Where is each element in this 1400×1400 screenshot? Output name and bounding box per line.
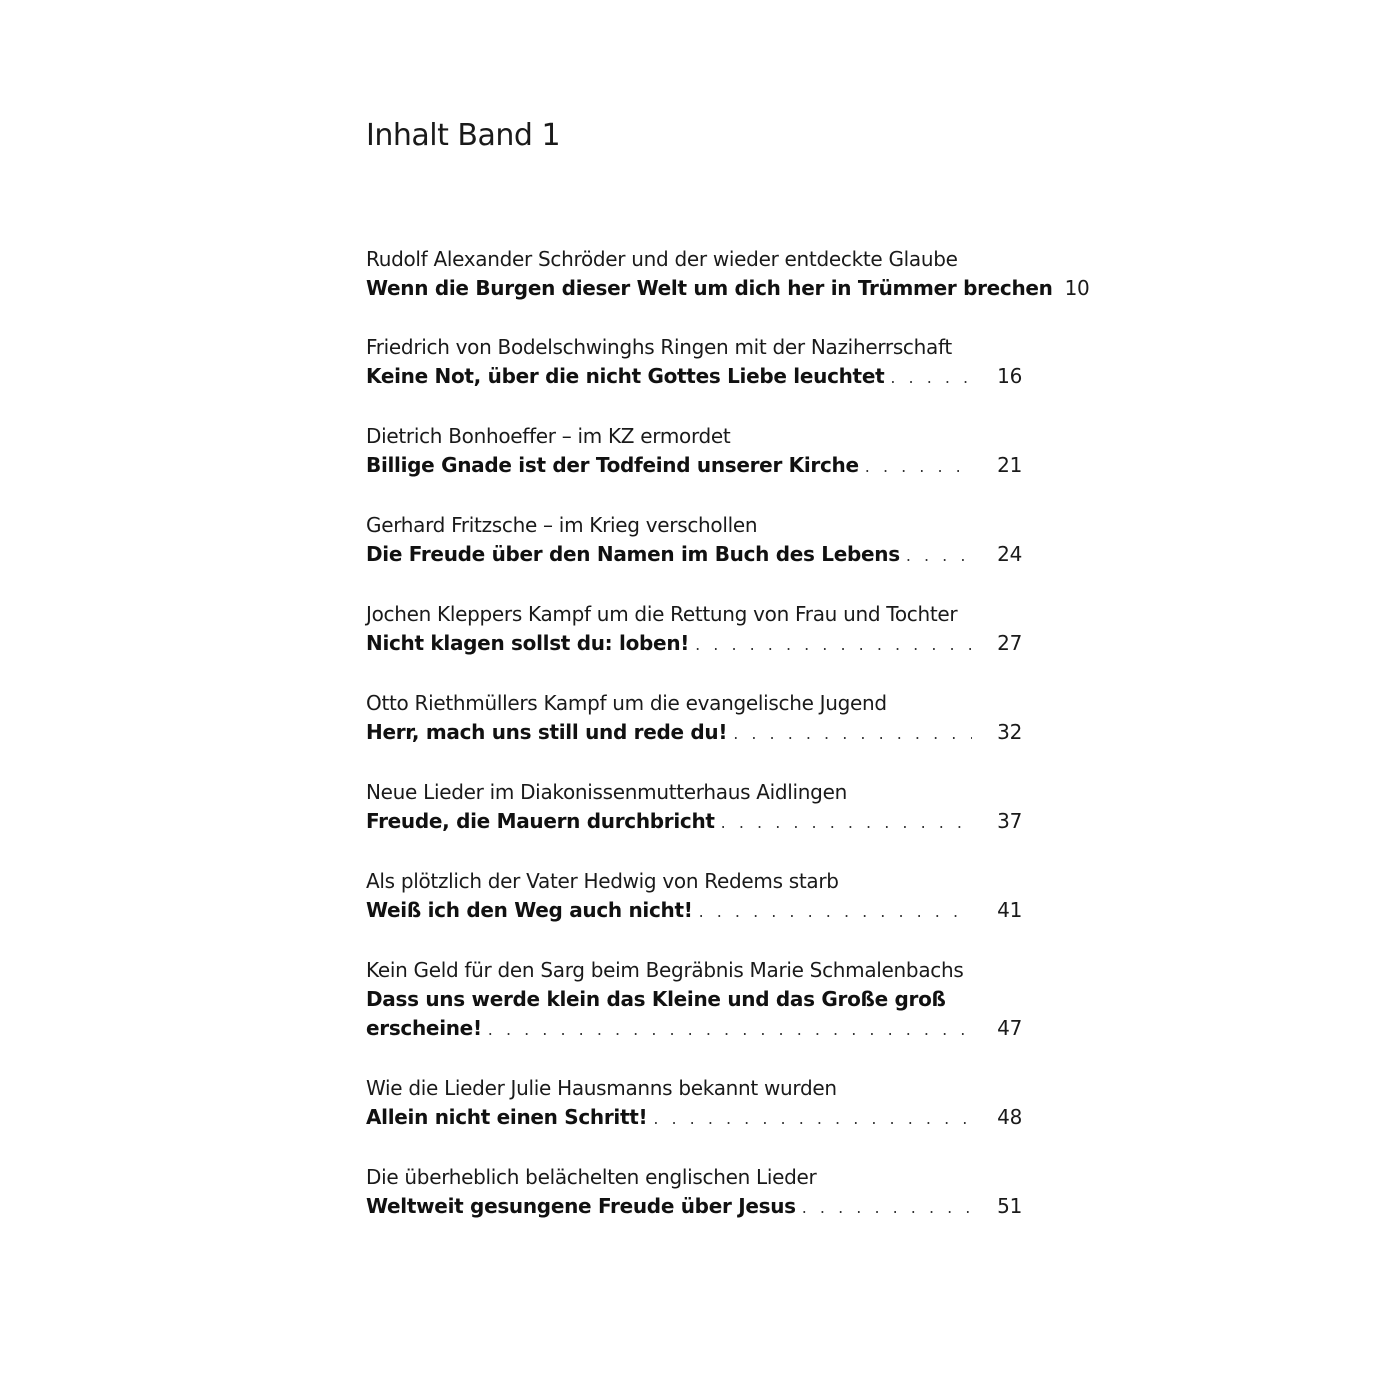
entry-line bbox=[366, 362, 1022, 392]
toc-entry bbox=[366, 599, 1022, 659]
entry-line bbox=[366, 540, 1022, 570]
entry-line bbox=[366, 451, 1022, 481]
toc-entry bbox=[366, 421, 1022, 481]
page-number: 32 bbox=[997, 720, 1022, 744]
toc-entry bbox=[366, 1073, 1022, 1133]
page-number: 47 bbox=[997, 1016, 1022, 1040]
entry-title: Weiß ich den Weg auch nicht! bbox=[366, 898, 693, 922]
entry-line bbox=[366, 985, 1022, 1014]
page-number: 37 bbox=[997, 809, 1022, 833]
entry-line bbox=[366, 1014, 1022, 1044]
entry-subtitle: Gerhard Fritzsche – im Krieg verschollen bbox=[366, 513, 758, 537]
dot-leader bbox=[653, 1104, 972, 1133]
entry-line bbox=[366, 629, 1022, 659]
entry-title: Wenn die Burgen dieser Welt um dich her in Trümmer brechen bbox=[366, 276, 1053, 300]
page-number: 48 bbox=[997, 1105, 1022, 1129]
entry-subtitle: Dietrich Bonhoeffer – im KZ ermordet bbox=[366, 424, 731, 448]
entry-line bbox=[366, 896, 1022, 926]
dot-leader bbox=[721, 808, 972, 837]
entry-title: Keine Not, über die nicht Gottes Liebe leuchtet bbox=[366, 364, 885, 388]
dot-leader bbox=[906, 541, 972, 570]
entry-line bbox=[366, 274, 1090, 303]
toc-entry bbox=[366, 1162, 1022, 1222]
entry-title: Herr, mach uns still und rede du! bbox=[366, 720, 728, 744]
entry-title: Die Freude über den Namen im Buch des Lebens bbox=[366, 542, 900, 566]
page-number: 27 bbox=[997, 631, 1022, 655]
entry-subtitle: Als plötzlich der Vater Hedwig von Redems starb bbox=[366, 869, 839, 893]
entry-subtitle: Friedrich von Bodelschwinghs Ringen mit der Naziherrschaft bbox=[366, 335, 952, 359]
entry-line bbox=[366, 1192, 1022, 1222]
page-number: 21 bbox=[997, 453, 1022, 477]
entry-title: Dass uns werde klein das Kleine und das Große groß bbox=[366, 987, 946, 1011]
toc-entry bbox=[366, 777, 1022, 837]
entry-title: Allein nicht einen Schritt! bbox=[366, 1105, 648, 1129]
toc-entry bbox=[366, 244, 1090, 303]
page-number: 51 bbox=[997, 1194, 1022, 1218]
page-number: 41 bbox=[997, 898, 1022, 922]
dot-leader bbox=[695, 630, 972, 659]
entry-title: Freude, die Mauern durchbricht bbox=[366, 809, 715, 833]
page-number: 24 bbox=[997, 542, 1022, 566]
entry-subtitle: Otto Riethmüllers Kampf um die evangelische Jugend bbox=[366, 691, 887, 715]
dot-leader bbox=[865, 452, 972, 481]
toc-entry bbox=[366, 955, 1022, 1044]
dot-leader bbox=[802, 1193, 972, 1222]
dot-leader bbox=[488, 1015, 972, 1044]
toc-entry bbox=[366, 510, 1022, 570]
entry-title: Billige Gnade ist der Todfeind unserer Kirche bbox=[366, 453, 859, 477]
dot-leader bbox=[733, 719, 972, 748]
entry-subtitle: Jochen Kleppers Kampf um die Rettung von Frau und Tochter bbox=[366, 602, 958, 626]
toc-entry bbox=[366, 688, 1022, 748]
entry-subtitle: Kein Geld für den Sarg beim Begräbnis Marie Schmalenbachs bbox=[366, 958, 964, 982]
entry-title: Weltweit gesungene Freude über Jesus bbox=[366, 1194, 796, 1218]
dot-leader bbox=[699, 897, 972, 926]
entry-title: Nicht klagen sollst du: loben! bbox=[366, 631, 690, 655]
entry-line bbox=[366, 718, 1022, 748]
entry-subtitle: Die überheblich belächelten englischen Lieder bbox=[366, 1165, 817, 1189]
table-of-contents bbox=[366, 244, 1090, 1251]
entry-subtitle: Neue Lieder im Diakonissenmutterhaus Aidlingen bbox=[366, 780, 847, 804]
page-number: 10 bbox=[1064, 276, 1090, 300]
page-title: Inhalt Band 1 bbox=[366, 118, 561, 153]
entry-subtitle: Wie die Lieder Julie Hausmanns bekannt wurden bbox=[366, 1076, 837, 1100]
entry-subtitle: Rudolf Alexander Schröder und der wieder entdeckte Glaube bbox=[366, 247, 958, 271]
toc-entry bbox=[366, 332, 1022, 392]
entry-title: erscheine! bbox=[366, 1016, 482, 1040]
page-number: 16 bbox=[997, 364, 1022, 388]
entry-line bbox=[366, 807, 1022, 837]
dot-leader bbox=[890, 363, 972, 392]
toc-entry bbox=[366, 866, 1022, 926]
entry-line bbox=[366, 1103, 1022, 1133]
